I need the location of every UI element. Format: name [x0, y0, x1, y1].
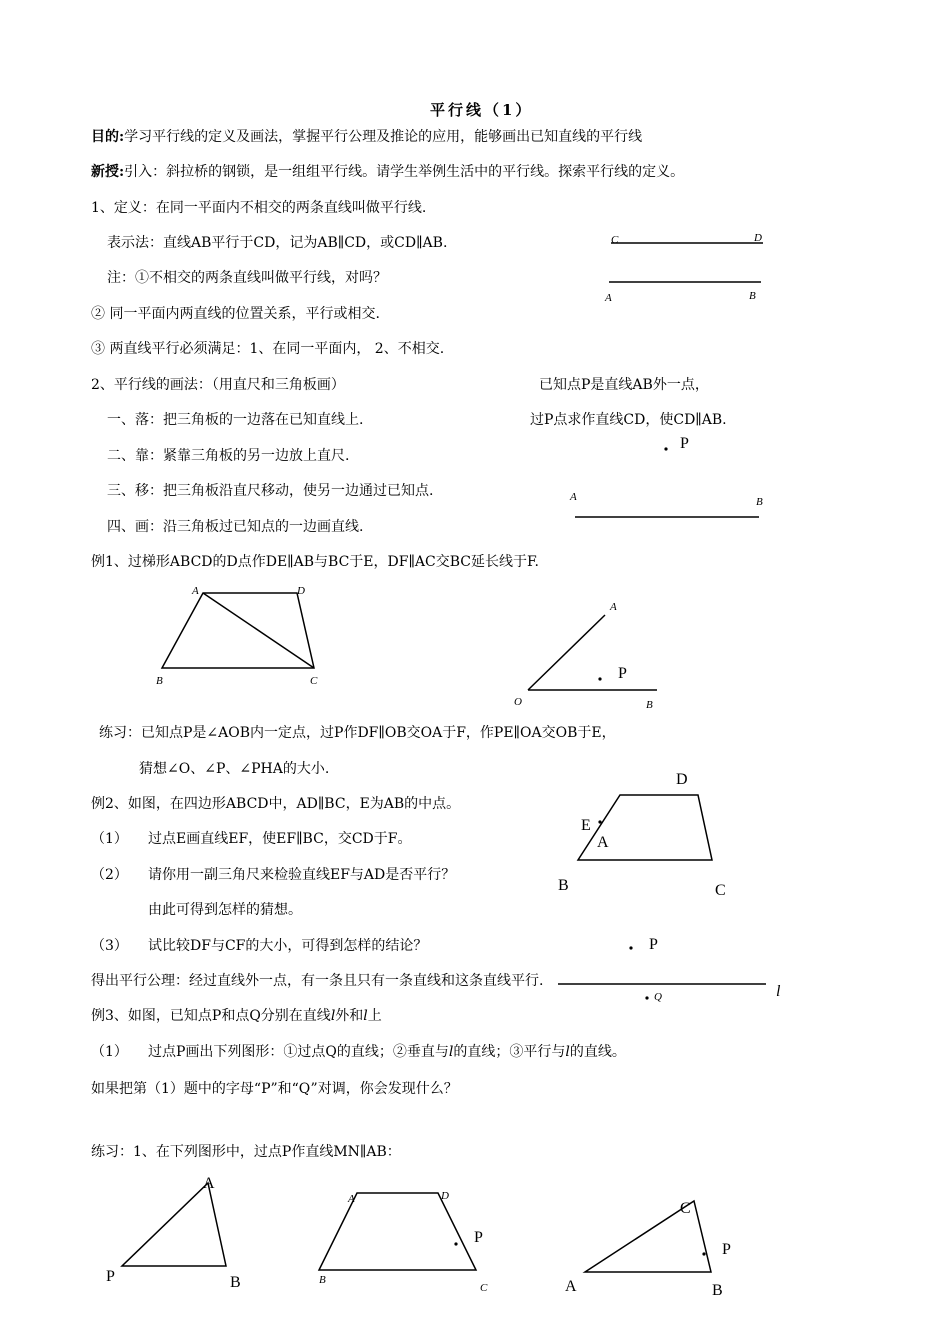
triangle-1: [122, 1183, 226, 1266]
page-title: 平行线（1）: [430, 101, 534, 119]
step-1: 一、落：把三角板的一边落在已知直线上.: [107, 412, 364, 428]
example-2-q3: 试比较DF与CF的大小，可得到怎样的结论？: [148, 938, 428, 954]
example-1: 例1、过梯形ABCD的D点作DE∥AB与BC于E，DF∥AC交BC延长线于F.: [91, 554, 539, 570]
step-3: 三、移：把三角板沿直尺移动，使另一边通过已知点.: [107, 483, 434, 499]
example-3-q1-a: 过点P画出下列图形：①过点Q的直线；②垂直与: [148, 1044, 449, 1060]
fig1-label-c: C: [611, 234, 619, 246]
notation-line: 表示法：直线AB平行于CD，记为AB∥CD，或CD∥AB.: [107, 235, 448, 251]
example-2-intro: 例2、如图，在四边形ABCD中，AD∥BC，E为AB的中点。: [91, 796, 461, 812]
tri3-label-a: A: [565, 1278, 577, 1295]
trap2-point-p-dot: [454, 1242, 457, 1245]
quad-label-b: B: [558, 877, 569, 894]
tri3-label-p: P: [722, 1241, 731, 1258]
fig2-label-b: B: [756, 496, 763, 508]
example-3-q1-num: （1）: [91, 1044, 128, 1060]
tri1-label-b: B: [230, 1274, 241, 1291]
example-2-q2: 请你用一副三角尺来检验直线EF与AD是否平行？: [148, 867, 456, 883]
triangle-3: [585, 1201, 711, 1272]
trap2-label-b: B: [319, 1274, 326, 1286]
example-3-q1-b: 的直线；③平行与: [453, 1044, 566, 1060]
quad-label-e: E: [581, 817, 591, 834]
trap2-label-d: D: [441, 1190, 449, 1202]
example-2-q2-num: （2）: [91, 867, 128, 883]
tri3-label-b: B: [712, 1282, 723, 1299]
tri1-label-p: P: [106, 1268, 115, 1285]
ex3-label-l: l: [776, 983, 781, 1000]
practice-1-line-1: 练习：已知点P是∠AOB内一定点，过P作DF∥OB交OA于F，作PE∥OA交OB于E，: [99, 725, 616, 741]
practice-2: 练习：1、在下列图形中，过点P作直线MN∥AB：: [91, 1144, 401, 1160]
intro-label: 新授:: [91, 164, 125, 180]
trap-label-c: C: [310, 675, 318, 687]
goal-text: 学习平行线的定义及画法，掌握平行公理及推论的应用，能够画出已知直线的平行线: [124, 129, 643, 145]
note-line: 注：①不相交的两条直线叫做平行线，对吗？: [107, 270, 387, 286]
tri3-label-c: C: [680, 1200, 691, 1217]
parallel-axiom: 得出平行公理：经过直线外一点，有一条且只有一条直线和这条直线平行.: [91, 973, 544, 989]
trap2-label-c: C: [480, 1282, 488, 1294]
angle-label-a: A: [610, 601, 617, 613]
tri3-point-p-dot: [702, 1252, 705, 1255]
ex3-label-p: P: [649, 936, 658, 953]
example-3-intro-a: 例3、如图，已知点P和点Q分别在直线: [91, 1008, 331, 1024]
ex3-label-q: Q: [654, 991, 662, 1003]
intro-text: 引入：斜拉桥的钢锁，是一组组平行线。请学生举例生活中的平行线。探索平行线的定义。: [124, 164, 685, 180]
trapezoid-2: [319, 1193, 476, 1270]
goal-label: 目的:: [91, 129, 125, 145]
example-3-l-3: l: [448, 1044, 454, 1060]
example-3-intro-b: 外和: [335, 1008, 364, 1024]
note-3-line: ③ 两直线平行必须满足：1、在同一平面内， 2、不相交.: [91, 341, 445, 357]
trap2-label-p: P: [474, 1229, 483, 1246]
practice-1-line-2: 猜想∠O、∠P、∠PHA的大小.: [139, 761, 330, 777]
fig2-label-p: P: [680, 435, 689, 452]
example-3-l-1: l: [330, 1008, 336, 1024]
example-2-q1: 过点E画直线EF，使EF∥BC，交CD于F。: [148, 831, 412, 847]
angle-label-p: P: [618, 665, 627, 682]
trap2-label-a: A: [348, 1193, 355, 1205]
step-4: 四、画：沿三角板过已知点的一边画直线.: [107, 519, 364, 535]
definition-line: 1、定义：在同一平面内不相交的两条直线叫做平行线.: [91, 200, 427, 216]
trap-label-a: A: [192, 585, 199, 597]
example-2-q3-num: （3）: [91, 938, 128, 954]
fig2-label-a: A: [570, 491, 577, 503]
section2-title: 2、平行线的画法：（用直尺和三角板画）: [91, 377, 345, 393]
example-2-q2b: 由此可得到怎样的猜想。: [148, 902, 302, 918]
example-3-q1-c: 的直线。: [569, 1044, 626, 1060]
task-line-2: 过P点求作直线CD，使CD∥AB.: [530, 412, 727, 428]
trap-label-d: D: [297, 585, 305, 597]
tri1-label-a: A: [203, 1175, 215, 1192]
quad-label-a: A: [597, 834, 609, 851]
trap-label-b: B: [156, 675, 163, 687]
task-line-1: 已知点P是直线AB外一点，: [539, 377, 709, 393]
fig1-label-a: A: [605, 292, 612, 304]
quad-label-c: C: [715, 882, 726, 899]
fig1-label-b: B: [749, 290, 756, 302]
quad-label-d: D: [676, 771, 688, 788]
fig1-label-d: D: [754, 232, 762, 244]
example-3-intro-c: 上: [367, 1008, 382, 1024]
step-2: 二、靠：紧靠三角板的另一边放上直尺.: [107, 448, 350, 464]
example-3-l-4: l: [565, 1044, 570, 1060]
angle-label-o: O: [514, 696, 522, 708]
example-3-swap: 如果把第（1）题中的字母“P”和“Q”对调，你会发现什么？: [91, 1081, 458, 1097]
example-2-q1-num: （1）: [91, 831, 128, 847]
angle-label-b: B: [646, 699, 653, 711]
example-3-l-2: l: [363, 1008, 368, 1024]
note-2-line: ② 同一平面内两直线的位置关系，平行或相交.: [91, 306, 380, 322]
